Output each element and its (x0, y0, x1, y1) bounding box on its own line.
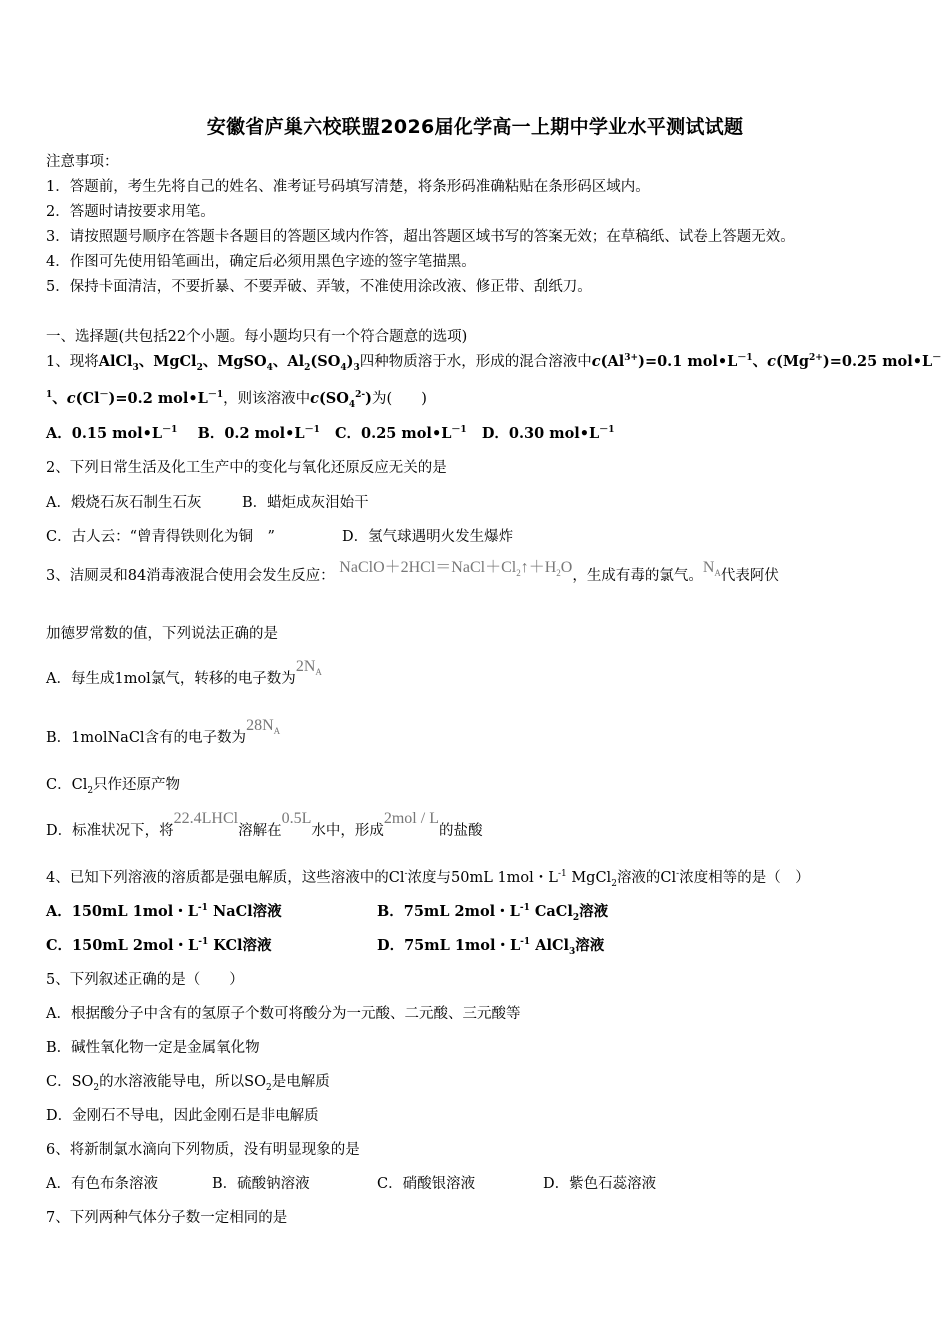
q1-stem-line1: 1、现将AlCl$_3$、MgCl$_2$、MgSO$_4$、$Al_2(SO_4)_3$四种物质溶于水，形成的混合溶液中$c(Al^{3+})=0.1$ $mol•L^{-1}$、$c(Mg^{2+})=0.25$ mol•L－ (46, 353, 942, 373)
notice-item-1: 1．答题前，考生先将自己的姓名、准考证号码填写清楚，将条形码准确粘贴在条形码区域内。 (46, 179, 650, 195)
notice-item-4: 4．作图可先使用铅笔画出，确定后必须用黑色字迹的签字笔描黑。 (46, 254, 476, 270)
q1-option-d[interactable]: D．0.30 $mol•L^{-1}$ (481, 425, 615, 442)
q1-option-c[interactable]: C．0.25 $mol•L^{-1}$ (335, 425, 467, 442)
q3-option-c[interactable]: C．$Cl_2$只作还原产物 (46, 777, 181, 796)
q2-stem: 2、下列日常生活及化工生产中的变化与氧化还原反应无关的是 (46, 460, 447, 476)
q6-option-a[interactable]: A．有色布条溶液 (46, 1176, 158, 1192)
q7-stem: 7、下列两种气体分子数一定相同的是 (46, 1210, 288, 1226)
q6-option-b[interactable]: B．硫酸钠溶液 (212, 1176, 310, 1192)
q5-option-d[interactable]: D．金刚石不导电，因此金刚石是非电解质 (46, 1108, 319, 1124)
notice-item-3: 3．请按照题号顺序在答题卡各题目的答题区域内作答，超出答题区域书写的答案无效；在草稿纸、试卷上答题无效。 (46, 229, 795, 245)
q5-stem: 5、下列叙述正确的是（ ） (46, 972, 244, 988)
q1-option-a[interactable]: A．0.15 $mol•L^{-1}$ (46, 425, 178, 442)
q4-stem: 4、已知下列溶液的溶质都是强电解质，这些溶液中的Cl-浓度与50mL 1mol・$L^{-1}$ MgCl$_2$溶液的Cl-浓度相等的是（ ） (46, 869, 810, 889)
notice-item-5: 5．保持卡面清洁，不要折暴、不要弄破、弄皱，不准使用涂改液、修正带、刮纸刀。 (46, 279, 592, 295)
q3-option-d[interactable]: D．标准状况下，将22.4LHCl溶解在0.5L水中，形成2mol / L的盐酸 (46, 810, 483, 839)
page-title: 安徽省庐巢六校联盟2026届化学高一上期中学业水平测试试题 (206, 116, 744, 138)
q3-stem-line1: 3、洁厕灵和84消毒液混合使用会发生反应： $NaClO+2HCl=NaCl+Cl_2↑+H_2O$，生成有毒的氯气。$N_A$代表阿伏 (46, 559, 779, 584)
q3-option-a[interactable]: A．每生成1mol氯气，转移的电子数为$2N_A$ (46, 658, 322, 687)
section-heading: 一、选择题(共包括22个小题。每小题均只有一个符合题意的选项) (46, 329, 468, 345)
q5-option-a[interactable]: A．根据酸分子中含有的氢原子个数可将酸分为一元酸、二元酸、三元酸等 (46, 1006, 521, 1022)
q1-stem-line2: $^1$、c(Cl－)=0.2 $mol•L^{-1}$，则该溶液中$c(SO_4^{2-})$为( ) (46, 390, 427, 410)
q3-option-b[interactable]: B．1molNaCl含有的电子数为$28N_A$ (46, 717, 281, 746)
q1-options (46, 425, 615, 443)
q4-option-c[interactable]: C．150mL 2mol・$L^{-1}$ KCl溶液 (46, 937, 272, 954)
q4-option-d[interactable]: D．75mL 1mol・$L^{-1}$ AlCl$_3$溶液 (377, 937, 605, 957)
notice-item-2: 2．答题时请按要求用笔。 (46, 204, 215, 220)
na-symbol: $N_A$ (702, 559, 721, 579)
q6-option-d[interactable]: D．紫色石蕊溶液 (543, 1176, 657, 1192)
q3-equation: $NaClO+2HCl=NaCl+Cl_2↑+H_2O$ (339, 559, 573, 579)
q2-option-d[interactable]: D．氢气球遇明火发生爆炸 (342, 529, 514, 545)
q4-option-a[interactable]: A．150mL 1mol・$L^{-1}$ NaCl溶液 (46, 903, 282, 920)
notice-heading: 注意事项： (46, 154, 119, 170)
q2-option-a[interactable]: A．煅烧石灰石制生石灰 (46, 495, 202, 511)
q1-option-b[interactable]: B．0.2 $mol•L^{-1}$ (197, 425, 320, 442)
q5-option-b[interactable]: B．碱性氧化物一定是金属氧化物 (46, 1040, 260, 1056)
q4-option-b[interactable]: B．75mL 2mol・$L^{-1}$ CaCl$_2$溶液 (377, 903, 609, 923)
q6-stem: 6、将新制氯水滴向下列物质，没有明显现象的是 (46, 1142, 360, 1158)
q1-number: 1、 (46, 354, 70, 370)
q2-option-c[interactable]: C．古人云：“曾青得铁则化为铜 ” (46, 529, 275, 545)
q2-option-b[interactable]: B．蜡炬成灰泪始干 (242, 495, 369, 511)
q5-option-c[interactable]: C．$SO_2$的水溶液能导电，所以$SO_2$是电解质 (46, 1074, 330, 1093)
q6-option-c[interactable]: C．硝酸银溶液 (377, 1176, 476, 1192)
q3-stem-line2: 加德罗常数的值，下列说法正确的是 (46, 626, 278, 642)
